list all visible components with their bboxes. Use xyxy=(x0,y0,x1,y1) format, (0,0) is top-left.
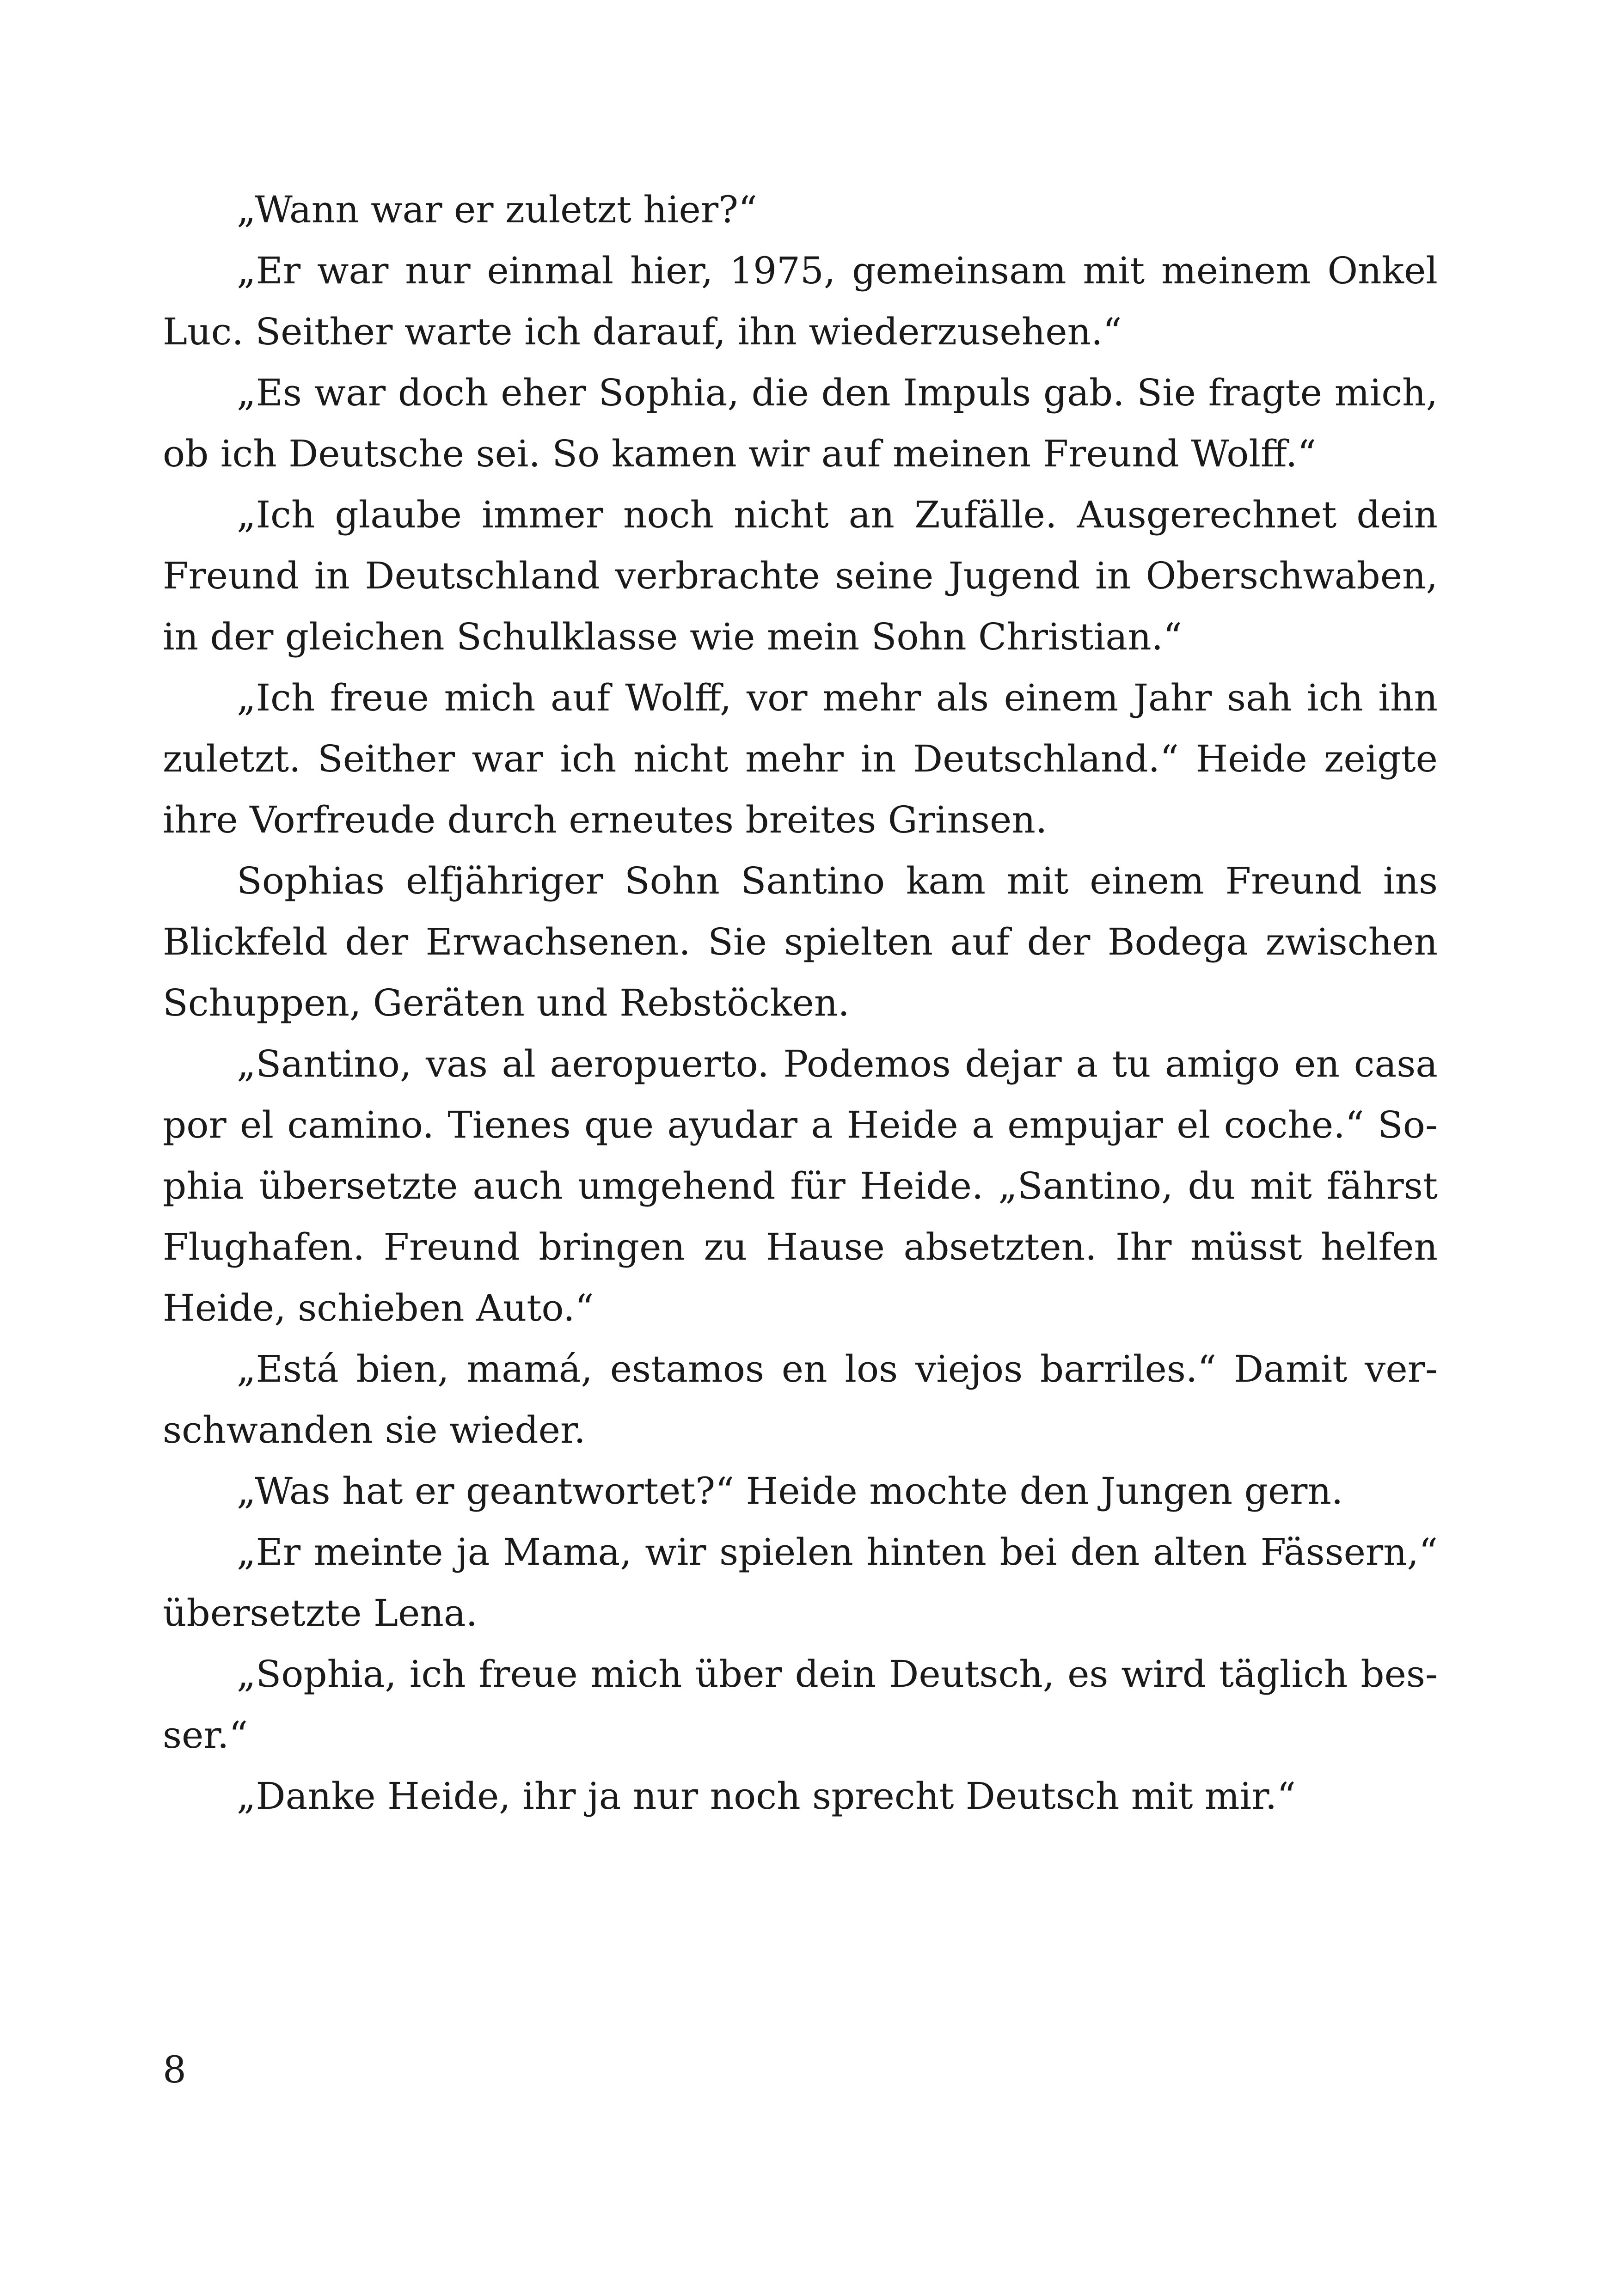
paragraph-4: „Ich glaube immer noch nicht an Zufälle. Ausgerechnet dein Freund in Deutschland verbrachte seine Jugend in Oberschwaben, in der gleichen Schulklasse wie mein Sohn Christian.“ xyxy=(163,493,1438,658)
paragraph-8: „Está bien, mamá, estamos en los viejos barriles.“ Damit verschwanden sie wieder. xyxy=(163,1347,1438,1451)
paragraph-9: „Was hat er geantwortet?“ Heide mochte den Jungen gern. xyxy=(237,1469,1343,1512)
paragraph-3: „Es war doch eher Sophia, die den Impuls gab. Sie fragte mich, ob ich Deutsche sei. So kamen wir auf meinen Freund Wolff.“ xyxy=(163,371,1438,475)
page-number: 8 xyxy=(163,2048,186,2091)
paragraph-1: „Wann war er zuletzt hier?“ xyxy=(237,188,757,231)
paragraph-5: „Ich freue mich auf Wolff, vor mehr als einem Jahr sah ich ihn zuletzt. Seither war ich nicht mehr in Deutschland.“ Heide zeigte ihre Vorfreude durch erneutes breites Grinsen. xyxy=(163,676,1438,841)
paragraph-2: „Er war nur einmal hier, 1975, gemeinsam mit meinem Onkel Luc. Seither warte ich darauf, ihn wiederzusehen.“ xyxy=(163,249,1438,353)
paragraph-6: Sophias elfjähriger Sohn Santino kam mit einem Freund ins Blickfeld der Erwachsenen. Sie spielten auf der Bodega zwischen Schuppen, Geräten und Rebstöcken. xyxy=(163,859,1438,1024)
paragraph-7: „Santino, vas al aeropuerto. Podemos dejar a tu amigo en casa por el camino. Tienes que ayudar a Heide a empujar el coche.“ Sophia übersetzte auch umgehend für Heide. „Santino, du mit fährst Flughafen. Freund bringen zu Hause absetzten. Ihr müsst helfen Heide, schieben Auto.“ xyxy=(163,1042,1438,1329)
body-text xyxy=(163,179,1438,1827)
paragraph-12: „Danke Heide, ihr ja nur noch sprecht Deutsch mit mir.“ xyxy=(237,1775,1296,1818)
paragraph-11: „Sophia, ich freue mich über dein Deutsch, es wird täglich besser.“ xyxy=(163,1653,1438,1757)
paragraph-10: „Er meinte ja Mama, wir spielen hinten bei den alten Fässern,“ übersetzte Lena. xyxy=(163,1531,1438,1635)
